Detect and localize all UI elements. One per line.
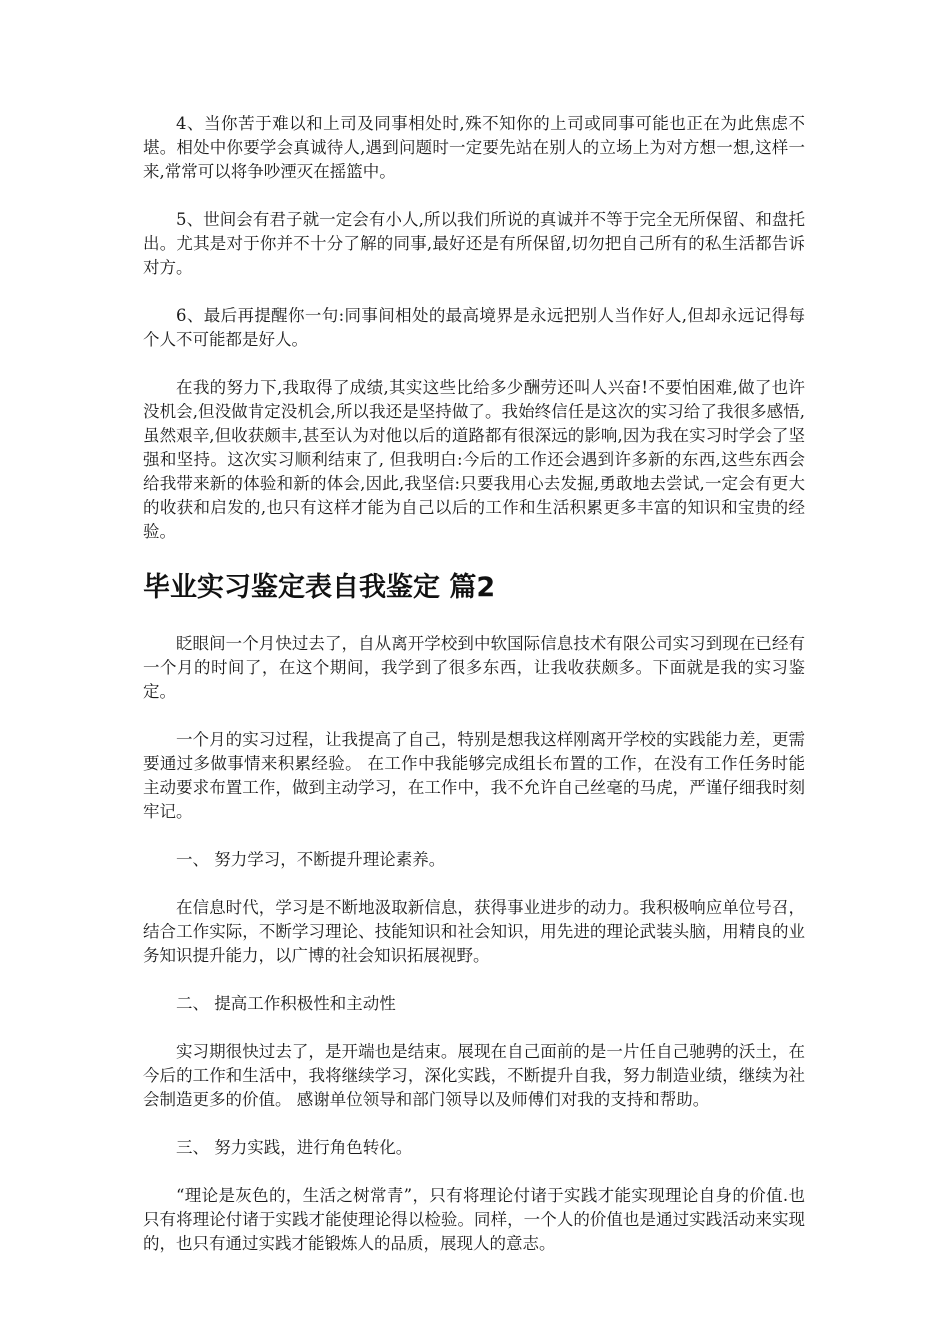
paragraph-tip-5: 5、世间会有君子就一定会有小人,所以我们所说的真诚并不等于完全无所保留、和盘托出。尤其是对于你并不十分了解的同事,最好还是有所保留,切勿把自己所有的私生活都告诉对方。: [143, 210, 805, 277]
paragraph-conclusion: 在我的努力下,我取得了成绩,其实这些比给多少酬劳还叫人兴奋!不要怕困难,做了也许没机会,但没做肯定没机会,所以我还是坚持做了。我始终信任是这次的实习给了我很多感悟,虽然艰辛,但收获颇丰,甚至认为对他以后的道路都有很深远的影响,因为我在实习时学会了坚强和坚持。这次实习顺利结束了, 但我明白:今后的工作还会遇到许多新的东西,这些东西会给我带来新的体验和新的体会,因此,我坚信:只要我用心去发掘,勇敢地去尝试,一定会有更大的收获和启发的,也只有这样才能为自己以后的工作和生活积累更多丰富的知识和宝贵的经验。: [143, 378, 805, 541]
paragraph-process: 一个月的实习过程，让我提高了自己，特别是想我这样刚离开学校的实践能力差，更需要通过多做事情来积累经验。 在工作中我能够完成组长布置的工作，在没有工作任务时能主动要求布置工作，做到主动学习，在工作中，我不允许自己丝毫的马虎，严谨仔细我时刻牢记。: [143, 730, 805, 821]
paragraph-intro: 眨眼间一个月快过去了，自从离开学校到中软国际信息技术有限公司实习到现在已经有一个月的时间了，在这个期间，我学到了很多东西，让我收获颇多。下面就是我的实习鉴定。: [143, 634, 805, 701]
paragraph-practice: “理论是灰色的，生活之树常青”，只有将理论付诸于实践才能实现理论自身的价值.也只有将理论付诸于实践才能使理论得以检验。同样，一个人的价值也是通过实践活动来实现的，也只有通过实践才能锻炼人的品质，展现人的意志。: [143, 1186, 805, 1253]
section-tips: [143, 112, 805, 544]
paragraph-tip-4: 4、当你苦于难以和上司及同事相处时,殊不知你的上司或同事可能也正在为此焦虑不堪。相处中你要学会真诚待人,遇到问题时一定要先站在别人的立场上为对方想一想,这样一来,常常可以将争吵湮灭在摇篮中。: [143, 114, 805, 181]
subheading-study: 一、 努力学习，不断提升理论素养。: [176, 850, 446, 869]
section-heading: 毕业实习鉴定表自我鉴定 篇2: [143, 572, 496, 603]
section-appraisal: [143, 632, 805, 1256]
paragraph-tip-6: 6、最后再提醒你一句:同事间相处的最高境界是永远把别人当作好人,但却永远记得每个人不可能都是好人。: [143, 306, 805, 349]
paragraph-study: 在信息时代，学习是不断地汲取新信息，获得事业进步的动力。我积极响应单位号召，结合工作实际，不断学习理论、技能知识和社会知识，用先进的理论武装头脑，用精良的业务知识提升能力，以广博的社会知识拓展视野。: [143, 898, 805, 965]
document-page: [143, 112, 805, 1256]
subheading-initiative: 二、 提高工作积极性和主动性: [176, 994, 396, 1013]
paragraph-initiative: 实习期很快过去了，是开端也是结束。展现在自己面前的是一片任自己驰骋的沃土，在今后的工作和生活中，我将继续学习，深化实践，不断提升自我，努力制造业绩，继续为社会制造更多的价值。 感谢单位领导和部门领导以及师傅们对我的支持和帮助。: [143, 1042, 805, 1109]
subheading-practice: 三、 努力实践，进行角色转化。: [176, 1138, 413, 1157]
